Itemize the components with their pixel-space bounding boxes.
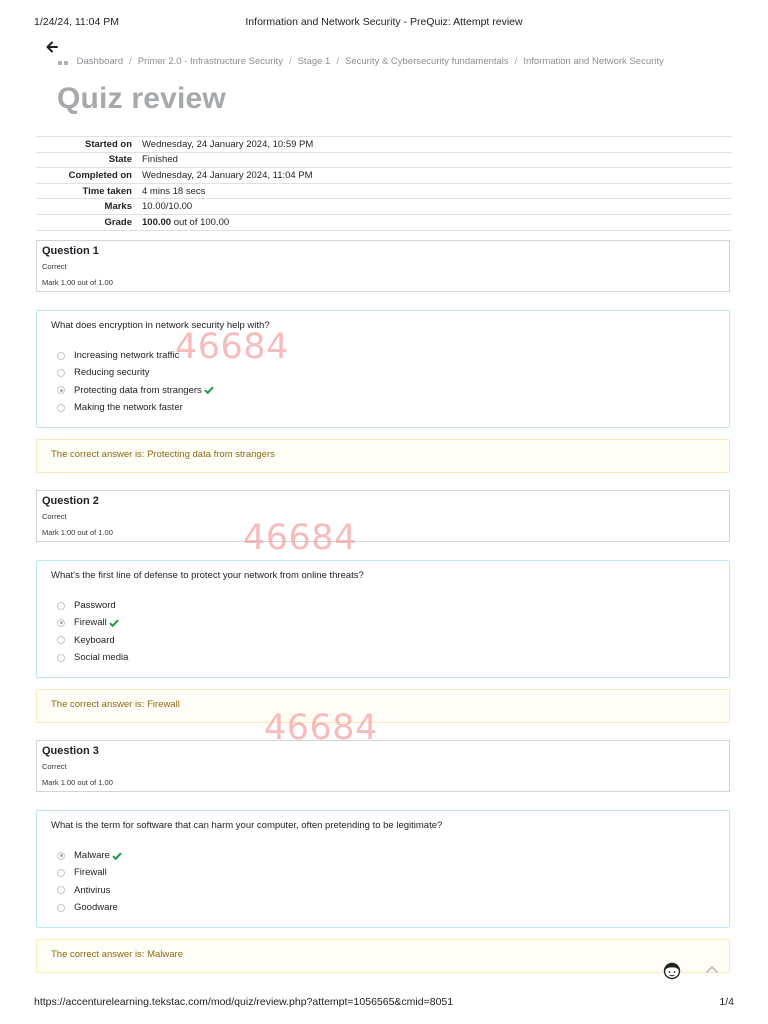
answer-label: Firewall: [74, 617, 107, 629]
question-state: Correct: [42, 512, 67, 521]
question-text: What is the term for software that can harm your computer, often pretending to be legitimate?: [51, 820, 443, 831]
answer-option[interactable]: [57, 382, 214, 399]
question-state: Correct: [42, 262, 67, 271]
question-text: What does encryption in network security help with?: [51, 320, 270, 331]
check-icon: [112, 852, 122, 860]
summary-label: State: [36, 152, 138, 168]
summary-value: [138, 214, 732, 230]
summary-label: Completed on: [36, 168, 138, 184]
breadcrumb-section[interactable]: Security & Cybersecurity fundamentals: [344, 56, 509, 67]
answer-option[interactable]: [57, 597, 128, 614]
summary-value: Finished: [138, 152, 732, 168]
check-icon: [109, 619, 119, 627]
breadcrumb-dashboard[interactable]: Dashboard: [76, 56, 124, 67]
summary-label: Grade: [36, 214, 138, 230]
answer-option[interactable]: [57, 649, 128, 666]
radio-button[interactable]: [57, 654, 65, 662]
question-info: [36, 490, 730, 542]
print-date: 1/24/24, 11:04 PM: [34, 16, 120, 28]
breadcrumb-course[interactable]: Primer 2.0 - Infrastructure Security: [137, 56, 283, 67]
radio-button[interactable]: [57, 404, 65, 412]
watermark: 46684: [264, 708, 378, 748]
question-state: Correct: [42, 762, 67, 771]
question-content: [36, 810, 730, 928]
question-info: [36, 740, 730, 792]
correct-answer-text: The correct answer is: Malware: [51, 949, 183, 960]
grade-value: 100.00: [142, 216, 172, 228]
answer-label: Reducing security: [74, 367, 150, 379]
breadcrumb: Dashboard / Primer 2.0 - Infrastructure Security / Stage 1 / Security & Cybersecurity fundamentals / Information and Network Security: [58, 56, 664, 67]
grade-total: out of 100.00: [171, 216, 230, 228]
print-header: [34, 16, 734, 30]
page-title: Quiz review: [57, 82, 226, 115]
question-mark: Mark 1.00 out of 1.00: [42, 778, 113, 787]
answer-label: Goodware: [74, 902, 118, 914]
summary-value: Wednesday, 24 January 2024, 11:04 PM: [138, 168, 732, 184]
summary-row: [36, 214, 732, 230]
answer-option[interactable]: [57, 847, 122, 864]
check-icon: [204, 386, 214, 394]
summary-label: Started on: [36, 137, 138, 153]
arrow-left-icon[interactable]: [45, 40, 59, 54]
answer-list: [57, 597, 128, 666]
breadcrumb-stage[interactable]: Stage 1: [297, 56, 331, 67]
home-icon[interactable]: [58, 57, 68, 65]
attempt-summary-table: [36, 136, 732, 231]
watermark: 46684: [243, 518, 357, 558]
question-number: Question 1: [42, 245, 99, 257]
summary-label: Marks: [36, 199, 138, 215]
summary-row: [36, 168, 732, 184]
question-feedback: [36, 439, 730, 473]
chevron-up-icon[interactable]: [705, 964, 719, 974]
correct-answer-text: The correct answer is: Firewall: [51, 699, 180, 710]
radio-button[interactable]: [57, 352, 65, 360]
answer-option[interactable]: [57, 399, 214, 416]
summary-row: [36, 199, 732, 215]
radio-button-selected[interactable]: [57, 619, 65, 627]
question-number: Question 2: [42, 495, 99, 507]
question-text: What's the first line of defense to protect your network from online threats?: [51, 570, 364, 581]
summary-row: [36, 183, 732, 199]
radio-button[interactable]: [57, 636, 65, 644]
summary-row: [36, 152, 732, 168]
summary-value: 4 mins 18 secs: [138, 183, 732, 199]
answer-label: Firewall: [74, 867, 107, 879]
question-number: Question 3: [42, 745, 99, 757]
answer-label: Increasing network traffic: [74, 350, 180, 362]
summary-row: [36, 137, 732, 153]
summary-label: Time taken: [36, 183, 138, 199]
question-feedback: [36, 689, 730, 723]
answer-option[interactable]: [57, 864, 122, 881]
answer-option[interactable]: [57, 899, 122, 916]
question-mark: Mark 1.00 out of 1.00: [42, 278, 113, 287]
answer-option[interactable]: [57, 632, 128, 649]
avatar-icon[interactable]: [663, 962, 681, 980]
correct-answer-text: The correct answer is: Protecting data from strangers: [51, 449, 275, 460]
summary-value: 10.00/10.00: [138, 199, 732, 215]
radio-button[interactable]: [57, 369, 65, 377]
answer-list: [57, 847, 122, 916]
answer-option[interactable]: [57, 614, 128, 631]
answer-label: Social media: [74, 652, 129, 664]
question-content: [36, 560, 730, 678]
radio-button[interactable]: [57, 886, 65, 894]
print-title: Information and Network Security - PreQuiz: Attempt review: [245, 16, 523, 28]
print-page-number: 1/4: [719, 996, 734, 1008]
answer-option[interactable]: [57, 882, 122, 899]
summary-value: Wednesday, 24 January 2024, 10:59 PM: [138, 137, 732, 153]
question-mark: Mark 1.00 out of 1.00: [42, 528, 113, 537]
print-footer: [34, 996, 734, 1008]
print-url: https://accenturelearning.tekstac.com/mod/quiz/review.php?attempt=1056565&cmid=8051: [34, 996, 454, 1008]
answer-label: Malware: [74, 850, 110, 862]
radio-button-selected[interactable]: [57, 852, 65, 860]
question-info: [36, 240, 730, 292]
question-feedback: [36, 939, 730, 973]
watermark: 46684: [175, 327, 289, 367]
radio-button[interactable]: [57, 602, 65, 610]
radio-button[interactable]: [57, 904, 65, 912]
radio-button[interactable]: [57, 869, 65, 877]
answer-label: Keyboard: [74, 634, 115, 646]
radio-button-selected[interactable]: [57, 386, 65, 394]
answer-label: Making the network faster: [74, 402, 183, 414]
answer-label: Protecting data from strangers: [74, 384, 202, 396]
question-content: [36, 310, 730, 428]
answer-label: Antivirus: [74, 884, 111, 896]
breadcrumb-quiz[interactable]: Information and Network Security: [523, 56, 664, 67]
answer-label: Password: [74, 600, 116, 612]
